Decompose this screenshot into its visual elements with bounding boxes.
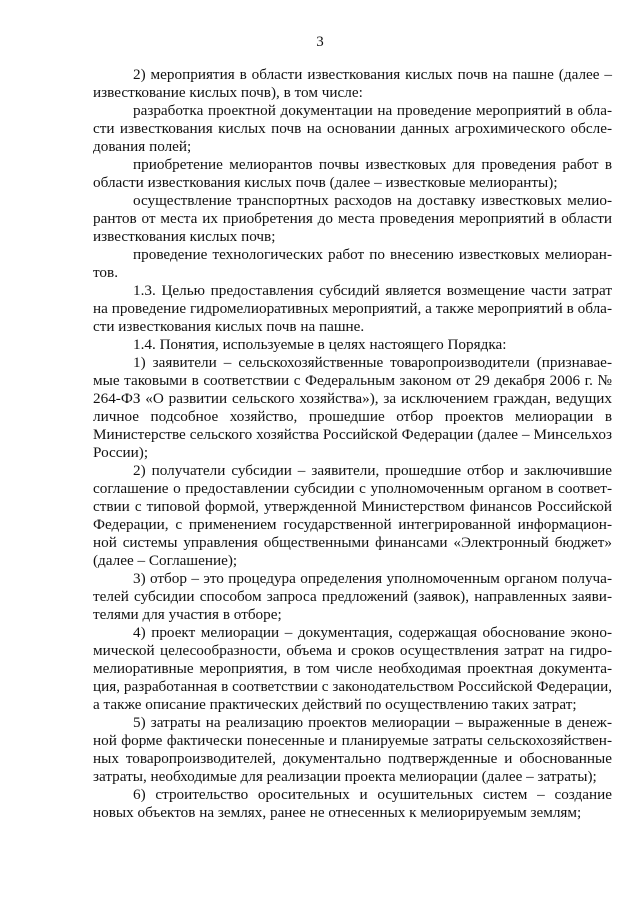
paragraph-def-recipients: 2) получатели субсидии – заявители, прошедшие отбор и заключившие соглашение о предоставлении субсидии с уполномоченным органом в соответствии с типовой формой, утвержденной Министерством финансов Российской Федерации, с применением государственной интегрированной информационной системы управления общественными финансами «Электронный бюджет» (далее – Соглашение); <box>93 462 612 569</box>
paragraph-2-liming: 2) мероприятия в области известкования кислых почв на пашне (далее – известкование кислых почв), в том числе: <box>93 66 612 101</box>
paragraph-1-3-purpose: 1.3. Целью предоставления субсидий является возмещение части затрат на проведение гидромелиоративных мероприятий, а также мероприятий в области известкования кислых почв на пашне. <box>93 282 612 335</box>
paragraph-1-4-definitions: 1.4. Понятия, используемые в целях настоящего Порядка: <box>133 336 507 353</box>
paragraph-def-construction: 6) строительство оросительных и осушительных систем – создание новых объектов на землях, ранее не отнесенных к мелиорируемым землям; <box>93 786 612 821</box>
paragraph-def-selection: 3) отбор – это процедура определения уполномоченным органом получателей субсидии способом запроса предложений (заявок), направленных заявителями для участия в отборе; <box>93 570 612 623</box>
paragraph-def-applicants: 1) заявители – сельскохозяйственные товаропроизводители (признаваемые таковыми в соответствии с Федеральным законом от 29 декабря 2006 г. № 264-ФЗ «О развитии сельского хозяйства»), за исключением граждан, ведущих личное подсобное хозяйство, прошедшие отбор проектов мелиорации в Министерстве сельского хозяйства Российской Федерации (далее – Минсельхоз России); <box>93 354 612 461</box>
paragraph-tech-works: проведение технологических работ по внесению известковых мелиорантов. <box>93 246 612 281</box>
paragraph-def-melioration-project: 4) проект мелиорации – документация, содержащая обоснование экономической целесообразности, объема и сроков осуществления затрат на гидромелиоративные мероприятия, в том числе необходимая проектная документация, разработанная в соответствии с законодательством Российской Федерации, а также описание практических действий по осуществлению таких затрат; <box>93 624 612 713</box>
paragraph-purchase-ameliorants: приобретение мелиорантов почвы известковых для проведения работ в области известкования кислых почв (далее – известковые мелиоранты); <box>93 156 612 191</box>
document-body <box>93 66 612 822</box>
paragraph-design-docs: разработка проектной документации на проведение мероприятий в области известкования кислых почв на основании данных агрохимического обследования полей; <box>93 102 612 155</box>
page-number: 3 <box>316 34 324 50</box>
paragraph-def-costs: 5) затраты на реализацию проектов мелиорации – выраженные в денежной форме фактически понесенные и планируемые затраты сельскохозяйственных товаропроизводителей, документально подтвержденные и обоснованные затраты, необходимые для реализации проекта мелиорации (далее – затраты); <box>93 714 612 785</box>
paragraph-transport-costs: осуществление транспортных расходов на доставку известковых мелиорантов от места их приобретения до места проведения мероприятий в области известкования кислых почв; <box>93 192 612 245</box>
